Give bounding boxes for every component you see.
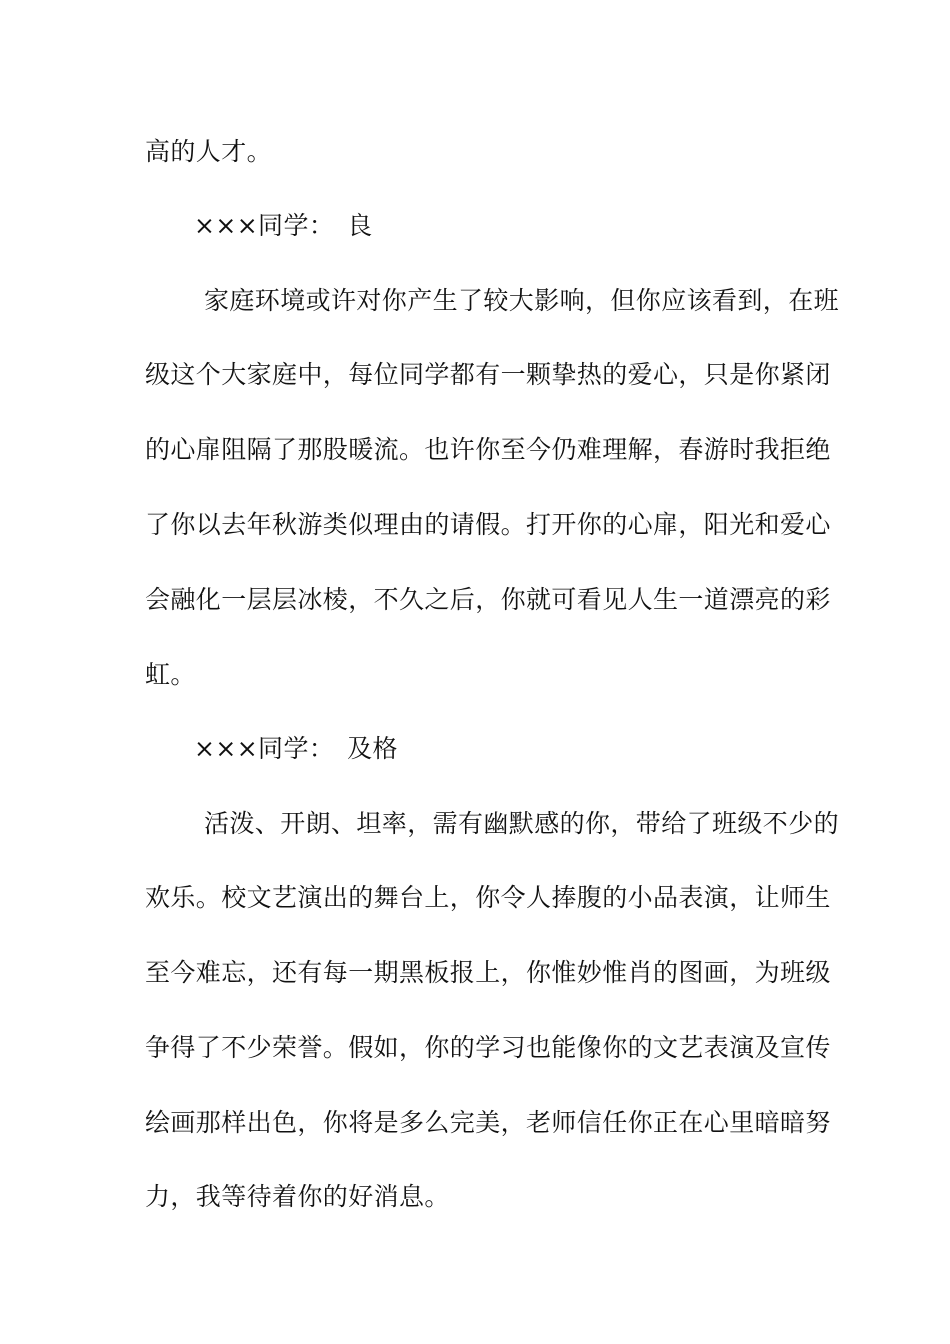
paragraph-line: 绘画那样出色，你将是多么完美，老师信任你正在心里暗暗努: [145, 1108, 831, 1137]
paragraph-line: 的心扉阻隔了那股暖流。也许你至今仍难理解，春游时我拒绝: [145, 435, 831, 464]
paragraph-line: 高的人才。: [145, 137, 273, 166]
paragraph-line: 虹。: [145, 660, 196, 689]
paragraph-line: 会融化一层层冰棱，不久之后，你就可看见人生一道漂亮的彩: [145, 585, 831, 614]
paragraph-line: 家庭环境或许对你产生了较大影响，但你应该看到，在班: [204, 286, 840, 315]
paragraph-line: 力，我等待着你的好消息。: [145, 1182, 450, 1211]
paragraph-line: 级这个大家庭中，每位同学都有一颗挚热的爱心，只是你紧闭: [145, 360, 831, 389]
student-grade-heading: ×××同学： 良: [194, 211, 373, 240]
paragraph-line: 活泼、开朗、坦率，需有幽默感的你，带给了班级不少的: [204, 809, 840, 838]
student-grade-heading: ×××同学： 及格: [194, 734, 398, 763]
paragraph-line: 欢乐。校文艺演出的舞台上，你令人捧腹的小品表演，让师生: [145, 883, 831, 912]
paragraph-line: 至今难忘，还有每一期黑板报上，你惟妙惟肖的图画，为班级: [145, 958, 831, 987]
paragraph-line: 了你以去年秋游类似理由的请假。打开你的心扉，阳光和爱心: [145, 510, 831, 539]
paragraph-line: 争得了不少荣誉。假如，你的学习也能像你的文艺表演及宣传: [145, 1033, 831, 1062]
